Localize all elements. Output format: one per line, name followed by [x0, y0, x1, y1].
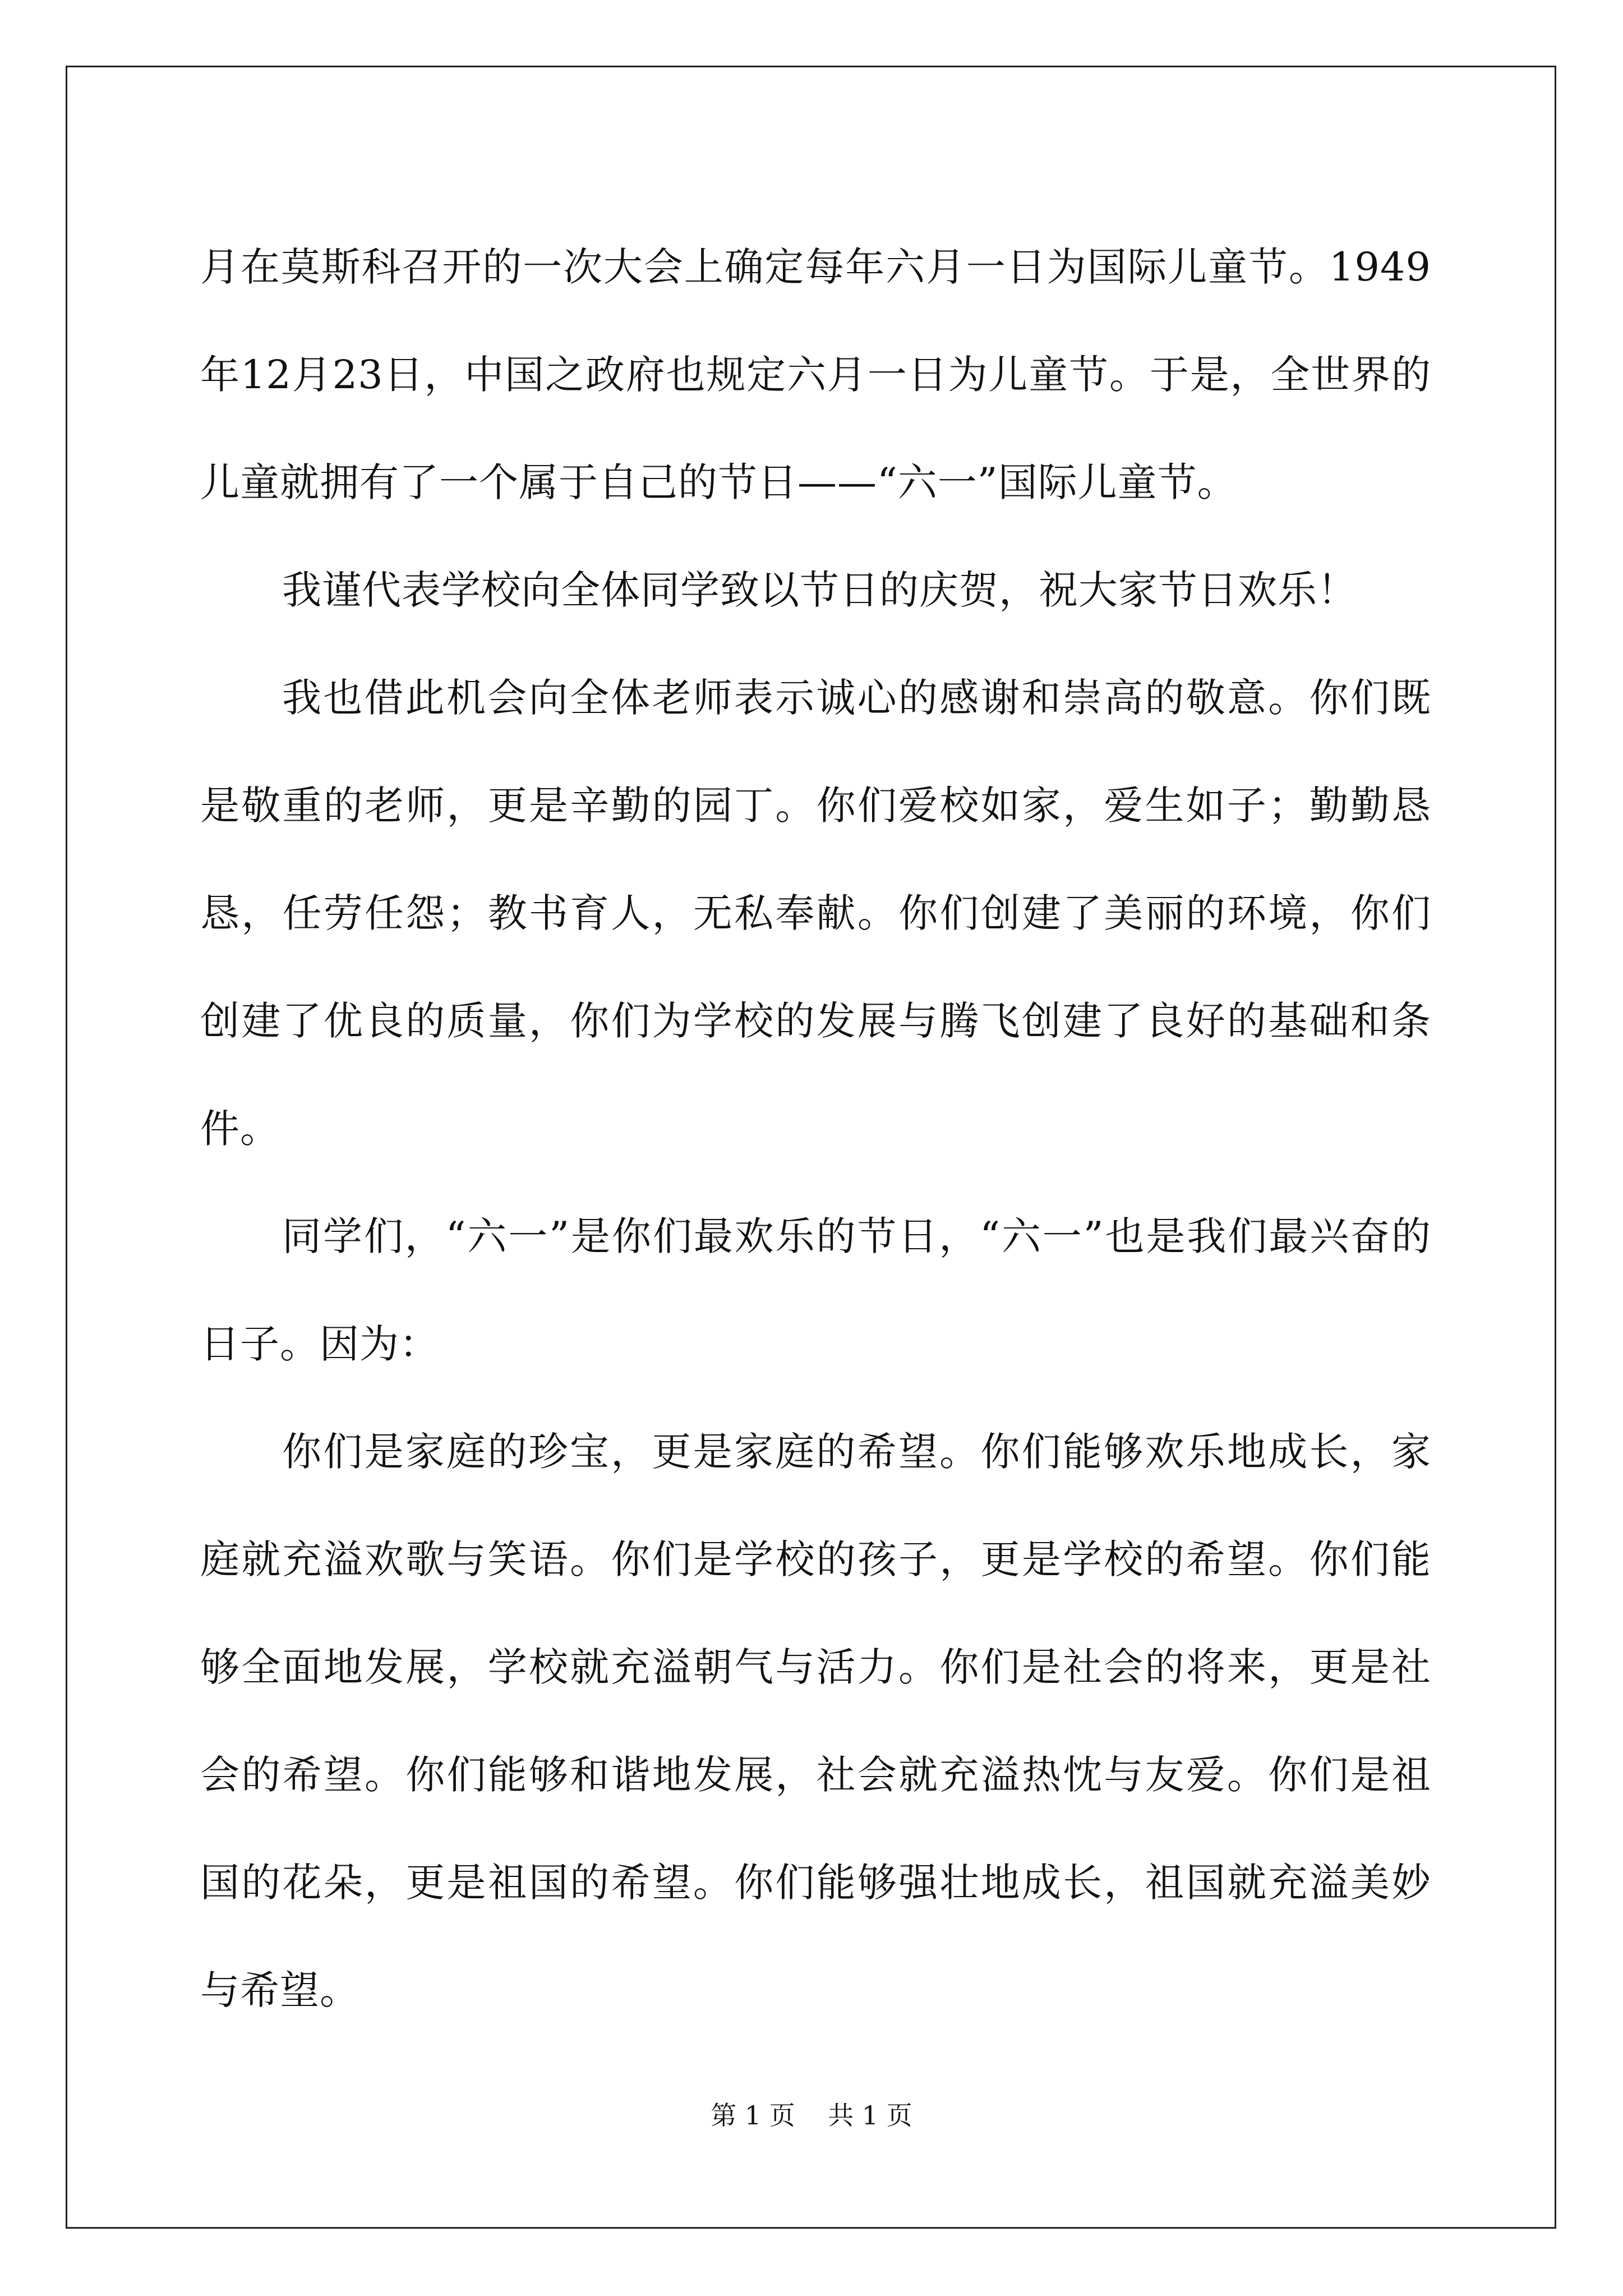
- page-number-footer: 第 1 页 共 1 页: [711, 2100, 912, 2131]
- paragraph-2: 我谨代表学校向全体同学致以节日的庆贺，祝大家节日欢乐！: [282, 567, 1357, 613]
- paragraph-1: 月在莫斯科召开的一次大会上确定每年六月一日为国际儿童节。1949年12月23日，中国之政府也规定六月一日为儿童节。于是，全世界的儿童就拥有了一个属于自己的节日——“六一”国际儿童节。: [200, 244, 1431, 505]
- paragraph-4: 同学们，“六一”是你们最欢乐的节日，“六一”也是我们最兴奋的日子。因为：: [200, 1213, 1431, 1367]
- paragraph-5: 你们是家庭的珍宝，更是家庭的希望。你们能够欢乐地成长，家庭就充溢欢歌与笑语。你们是学校的孩子，更是学校的希望。你们能够全面地发展，学校就充溢朝气与活力。你们是社会的将来，更是社会的希望。你们能够和谐地发展，社会就充溢热忱与友爱。你们是祖国的花朵，更是祖国的希望。你们能够强壮地成长，祖国就充溢美妙与希望。: [200, 1429, 1431, 2013]
- document-body: [200, 213, 1431, 2044]
- paragraph-3: 我也借此机会向全体老师表示诚心的感谢和崇高的敬意。你们既是敬重的老师，更是辛勤的园丁。你们爱校如家，爱生如子；勤勤恳恳，任劳任怨；教书育人，无私奉献。你们创建了美丽的环境，你们创建了优良的质量，你们为学校的发展与腾飞创建了良好的基础和条件。: [200, 675, 1431, 1152]
